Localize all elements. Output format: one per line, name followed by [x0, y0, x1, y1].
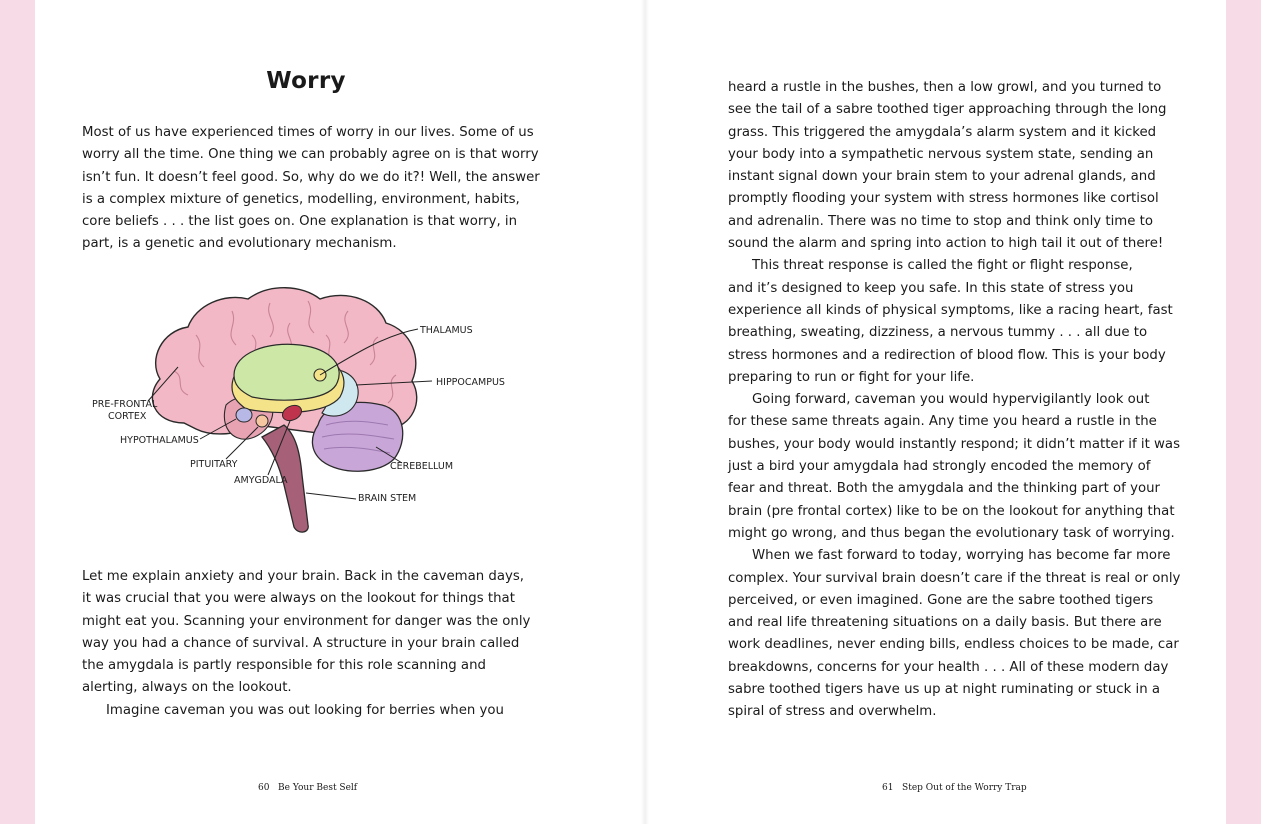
- right-column-text: [728, 77, 1180, 724]
- text-line: way you had a chance of survival. A structure in your brain called: [82, 635, 520, 651]
- text-line: and it’s designed to keep you safe. In this state of stress you: [728, 280, 1134, 296]
- text-line: When we fast forward to today, worrying has become far more: [752, 548, 1171, 564]
- text-line: alerting, always on the lookout.: [82, 680, 292, 696]
- text-line: bushes, your body would instantly respond; it didn’t matter if it was: [728, 436, 1180, 452]
- label-pituitary: PITUITARY: [190, 459, 238, 470]
- page-number: 60: [258, 783, 270, 793]
- label-prefrontal: PRE-FRONTAL: [92, 399, 158, 410]
- right-footer: [882, 783, 1027, 793]
- label-cortex: CORTEX: [108, 411, 147, 422]
- text-line: see the tail of a sabre toothed tiger approaching through the long: [728, 102, 1167, 118]
- text-line: brain (pre frontal cortex) like to be on the lookout for anything that: [728, 503, 1175, 519]
- text-line: part, is a genetic and evolutionary mechanism.: [82, 236, 397, 252]
- book-gutter: [641, 0, 649, 824]
- text-line: Going forward, caveman you would hypervigilantly look out: [752, 392, 1150, 408]
- text-line: heard a rustle in the bushes, then a low growl, and you turned to: [728, 80, 1162, 95]
- text-line: Let me explain anxiety and your brain. Back in the caveman days,: [82, 569, 525, 584]
- text-line: grass. This triggered the amygdala’s alarm system and it kicked: [728, 124, 1157, 140]
- text-line: breathing, sweating, dizziness, a nervous tummy . . . all due to: [728, 325, 1148, 341]
- text-line: Most of us have experienced times of worry in our lives. Some of us: [82, 125, 534, 140]
- text-line: Imagine caveman you was out looking for berries when you: [106, 702, 504, 718]
- text-line: fear and threat. Both the amygdala and the thinking part of your: [728, 481, 1160, 497]
- label-thalamus: THALAMUS: [420, 325, 473, 336]
- text-line: experience all kinds of physical symptoms, like a racing heart, fast: [728, 302, 1173, 318]
- body-paragraph: [82, 566, 530, 722]
- running-title: Be Your Best Self: [278, 783, 358, 793]
- text-line: it was crucial that you were always on the lookout for things that: [82, 591, 515, 607]
- text-line: This threat response is called the fight or flight response,: [752, 258, 1133, 274]
- label-cerebellum: CEREBELLUM: [390, 461, 454, 472]
- page-number: 61: [882, 783, 894, 793]
- text-line: might eat you. Scanning your environment for danger was the only: [82, 613, 531, 629]
- text-line: perceived, or even imagined. Gone are the sabre toothed tigers: [728, 592, 1154, 608]
- text-line: stress hormones and a redirection of blood flow. This is your body: [728, 347, 1166, 363]
- hypothalamus-dot: [236, 408, 252, 422]
- text-line: sound the alarm and spring into action to high tail it out of there!: [728, 236, 1164, 252]
- page-title: Worry: [266, 68, 346, 94]
- text-line: work deadlines, never ending bills, endless choices to be made, car: [728, 637, 1179, 653]
- label-amygdala: AMYGDALA: [234, 475, 288, 486]
- label-brain-stem: BRAIN STEM: [358, 493, 417, 504]
- text-line: breakdowns, concerns for your health . . . All of these modern day: [728, 659, 1169, 675]
- left-footer: [258, 783, 357, 793]
- text-line: spiral of stress and overwhelm.: [728, 704, 937, 720]
- text-line: isn’t fun. It doesn’t feel good. So, why do we do it?! Well, the answer: [82, 169, 540, 185]
- text-line: promptly flooding your system with stress hormones like cortisol: [728, 191, 1159, 207]
- text-line: complex. Your survival brain doesn’t care if the threat is real or only: [728, 570, 1181, 586]
- label-hypothalamus: HYPOTHALAMUS: [120, 435, 199, 446]
- text-line: just a bird your amygdala had strongly encoded the memory of: [728, 459, 1151, 475]
- text-line: preparing to run or fight for your life.: [728, 369, 975, 385]
- pituitary-dot: [256, 415, 268, 427]
- text-line: and adrenalin. There was no time to stop and think only time to: [728, 213, 1154, 229]
- label-hippocampus: HIPPOCAMPUS: [436, 377, 505, 388]
- text-line: core beliefs . . . the list goes on. One explanation is that worry, in: [82, 214, 518, 230]
- text-line: is a complex mixture of genetics, modelling, environment, habits,: [82, 191, 520, 207]
- brain-illustration: [56, 275, 516, 540]
- text-line: the amygdala is partly responsible for this role scanning and: [82, 658, 486, 674]
- text-line: for these same threats again. Any time you heard a rustle in the: [728, 414, 1157, 430]
- running-title: Step Out of the Worry Trap: [902, 783, 1027, 793]
- intro-paragraph: [82, 122, 540, 256]
- text-line: your body into a sympathetic nervous system state, sending an: [728, 146, 1154, 162]
- text-line: and real life threatening situations on a daily basis. But there are: [728, 615, 1162, 631]
- text-line: sabre toothed tigers have us up at night ruminating or stuck in a: [728, 682, 1161, 698]
- text-line: might go wrong, and thus began the evolutionary task of worrying.: [728, 525, 1175, 541]
- text-line: worry all the time. One thing we can probably agree on is that worry: [82, 147, 539, 163]
- text-line: instant signal down your brain stem to your adrenal glands, and: [728, 169, 1156, 185]
